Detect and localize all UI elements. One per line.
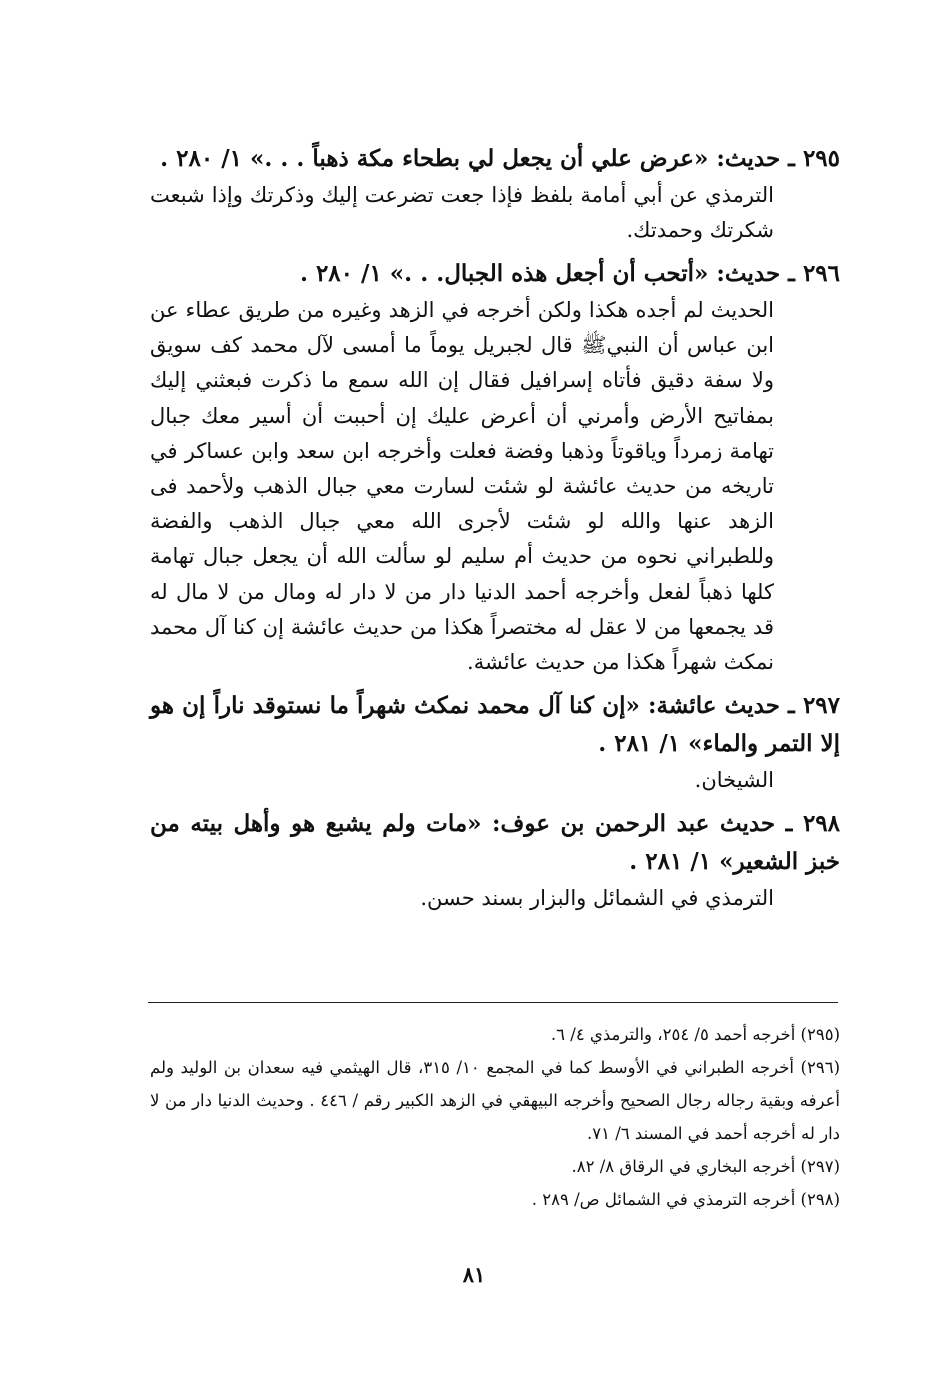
hadith-entry-297 (150, 687, 840, 798)
footnote-298: (٢٩٨) أخرجه الترمذي في الشمائل ص/ ٢٨٩ . (531, 1190, 840, 1209)
main-text (150, 140, 840, 923)
footnote-divider (148, 1002, 838, 1003)
footnotes (150, 1018, 840, 1216)
entry-commentary: الترمذي عن أبي أمامة بلفظ فإذا جعت تضرعت إليك وذكرتك وإذا شبعت شكرتك وحمدتك. (150, 183, 774, 242)
hadith-entry-298 (150, 805, 840, 916)
footnote-297: (٢٩٧) أخرجه البخاري في الرقاق ٨/ ٨٢. (571, 1157, 840, 1176)
entry-commentary: الترمذي في الشمائل والبزار بسند حسن. (420, 886, 774, 911)
hadith-entry-295 (150, 140, 840, 248)
page-number: ٨١ (462, 1262, 486, 1287)
entry-heading: ٢٩٧ ـ حديث عائشة: «إن كنا آل محمد نمكث شهراً ما نستوقد ناراً إن هو إلا التمر والماء» ١/ ٢٨١ . (150, 692, 840, 758)
entry-commentary: الحديث لم أجده هكذا ولكن أخرجه في الزهد وغيره من طريق عطاء عن ابن عباس أن النبيﷺ قال لجبريل يوماً ما أمسى لآل محمد كف سويق ولا سفة دقيق فأتاه إسرافيل فقال إن الله سمع ما ذكرت فبعثني إليك بمفاتيح الأرض وأمرني أن أعرض عليك إن أحببت أن أسير معك جبال تهامة زمرداً وياقوتاً وذهبا وفضة فعلت وأخرجه ابن سعد وابن عساكر في تاريخه من حديث عائشة لو شئت لسارت معي جبال الذهب ولأحمد فى الزهد عنها والله لو شئت لأجرى الله معي جبال الذهب والفضة وللطبراني نحوه من حديث أم سليم لو سألت الله أن يجعل جبال تهامة كلها ذهباً لفعل وأخرجه أحمد الدنيا دار من لا دار له ومال من لا مال له قد يجمعها من لا عقل له مختصراً هكذا من حديث عائشة إن كنا آل محمد نمكث شهراً هكذا من حديث عائشة. (150, 298, 774, 675)
entry-heading: ٢٩٨ ـ حديث عبد الرحمن بن عوف: «مات ولم يشبع هو وأهل بيته من خبز الشعير» ١/ ٢٨١ . (150, 810, 840, 876)
footnote-296: (٢٩٦) أخرجه الطبراني في الأوسط كما في المجمع ١٠/ ٣١٥، قال الهيثمي فيه سعدان بن الوليد ولم أعرفه وبقية رجاله رجال الصحيح وأخرجه البيهقي في الزهد الكبير رقم / ٤٤٦ . وحديث الدنيا دار من لا دار له أخرجه أحمد في المسند ٦/ ٧١. (150, 1058, 841, 1143)
entry-heading: ٢٩٦ ـ حديث: «أتحب أن أجعل هذه الجبال. . .» ١/ ٢٨٠ . (299, 260, 840, 287)
footnote-295: (٢٩٥) أخرجه أحمد ٥/ ٢٥٤، والترمذي ٤/ ٦. (550, 1025, 840, 1044)
entry-heading: ٢٩٥ ـ حديث: «عرض علي أن يجعل لي بطحاء مكة ذهباً . . .» ١/ ٢٨٠ . (160, 145, 840, 172)
entry-commentary: الشيخان. (694, 768, 774, 793)
hadith-entry-296 (150, 255, 840, 680)
